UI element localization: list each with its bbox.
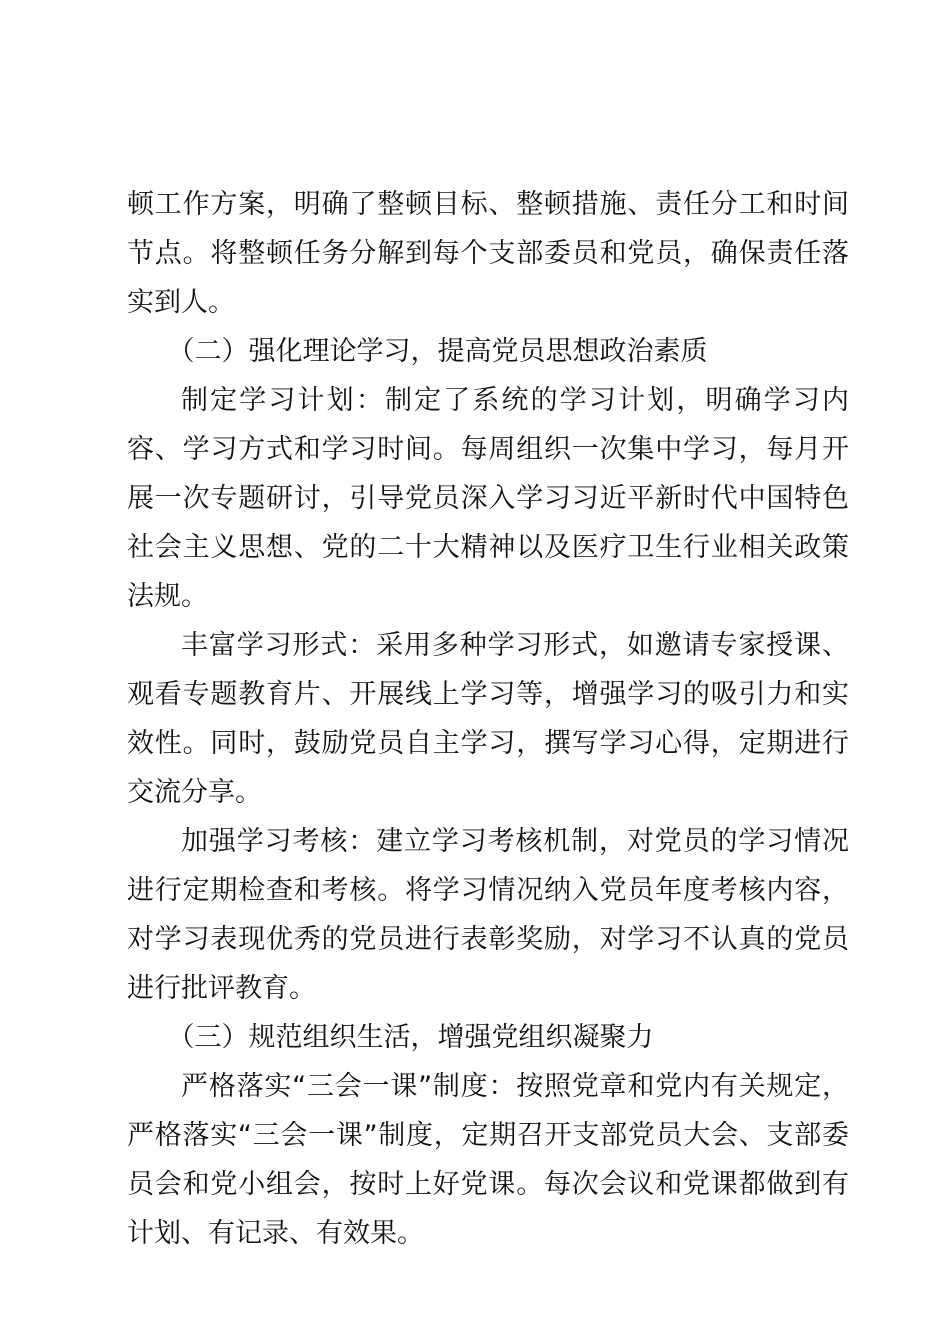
paragraph-three-meetings: 严格落实“三会一课”制度：按照党章和党内有关规定，严格落实“三会一课”制度，定期召开支部党员大会、支部委员会和党小组会，按时上好党课。每次会议和党课都做到有计划、有记录、有效果。: [127, 1071, 849, 1249]
document-body: [127, 180, 849, 1258]
paragraph-study-assessment: 加强学习考核：建立学习考核机制，对党员的学习情况进行定期检查和考核。将学习情况纳入党员年度考核内容，对学习表现优秀的党员进行表彰奖励，对学习不认真的党员进行批评教育。: [127, 826, 849, 1004]
paragraph-continuation: 顿工作方案，明确了整顿目标、整顿措施、责任分工和时间节点。将整顿任务分解到每个支部委员和党员，确保责任落实到人。: [127, 189, 849, 318]
section-heading-2: （二）强化理论学习，提高党员思想政治素质: [167, 336, 708, 367]
section-heading-3: （三）规范组织生活，增强党组织凝聚力: [167, 1022, 654, 1053]
paragraph-study-forms: 丰富学习形式：采用多种学习形式，如邀请专家授课、观看专题教育片、开展线上学习等，增强学习的吸引力和实效性。同时，鼓励党员自主学习，撰写学习心得，定期进行交流分享。: [127, 630, 849, 808]
paragraph-study-plan: 制定学习计划：制定了系统的学习计划，明确学习内容、学习方式和学习时间。每周组织一次集中学习，每月开展一次专题研讨，引导党员深入学习习近平新时代中国特色社会主义思想、党的二十大精神以及医疗卫生行业相关政策法规。: [127, 385, 849, 612]
